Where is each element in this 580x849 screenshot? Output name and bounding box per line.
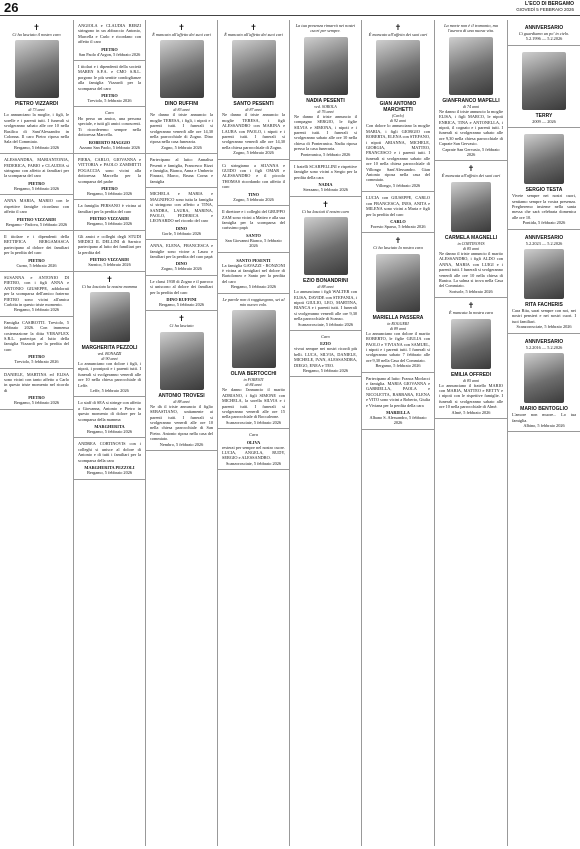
portrait-photo [451,319,491,369]
column-5 [289,20,361,846]
deceased-name: GIAN ANTONIO MARCHETTI [379,101,417,114]
condolence-signature: Bergamo, 5 febbraio 2026 [13,400,60,406]
condolence [74,107,145,153]
portrait-photo [90,292,130,342]
deceased-age: di 74 anni [462,103,480,109]
anniversary-date-start: 2009 [532,118,541,124]
masthead [0,0,580,16]
notice [0,20,73,154]
condolence-name: PIETRO [28,257,45,263]
column-4 [217,20,289,846]
notice-text: Lo annunciano la moglie, i figli, le sorelle e i parenti tutti. I funerali si svolgeranno sabato alle ore 10 nella Basilica di Sant'Alessandro in Colonna. Il caro Pietro riposa nella Sala del Commiato. [4,112,69,145]
notice [218,20,289,160]
column-1 [0,20,73,846]
condolence [218,160,289,206]
condolence [146,276,217,312]
notice-text: Ne danno il triste annuncio la moglie TERESA, i figli, i nipoti e i parenti tutti. I funerali si svolgeranno venerdì alle ore 14,30 nella parrocchiale di Zogno. Dino riposa nella casa funeraria. [150,112,213,145]
portrait-photo [522,52,566,110]
condolence-name: PIETRO VIZZARDI [90,257,129,263]
notice [362,233,434,372]
anniversary-date-start: 5.2.2023 [525,240,541,246]
notice-intro: Ci ha lasciati il nostro caro [301,208,350,214]
condolence-text: I titolari e i dipendenti della società MAREN S.P.A. e CMO S.R.L. porgono le più sentite condoglianze alla famiglia Vizzardi per la scomparsa del caro [78,64,141,91]
condolence-text: Il direttore e i colleghi del GRUPPO ZAM sono vicini a Matteo e alla sua famiglia per la scomparsa del carissimo papà [222,209,285,231]
notice-text: Lo annunciano con dolore il marito ROBERTO, le figlie GIULIA con PAOLO e VIVIANA con SAMUEL, i nipoti e i parenti tutti. I funerali si svolgeranno sabato 7 febbraio alle ore 9,30 nella Casa del Commiato. [366,330,430,363]
notice-intro: Ci ha lasciato [169,323,194,329]
condolence-name: DINO RUFFINI [166,296,197,302]
anniversary-heading: ANNIVERSARIO [524,234,564,241]
condolence [218,206,289,252]
notice-text: Ne danno il triste annuncio il compagno SERGIO, le figlie SILVIA e SIMONA, i nipoti e i parenti tutti. I funerali si svolgeranno sabato alle ore 10 nella chiesa di Ponteranica. Nadia riposa presso la casa funeraria. [294,113,357,152]
condolence-name: SANTO [246,232,261,238]
notice [362,20,434,192]
condolence-intro: Cara [249,432,258,438]
condolence-text: Partecipano al lutto: Franca Morlacci e famiglia. MARIA GIOVANNA e GABRIELLA, PAOLA e NICOLETTA, BARBARA, ELENA e VITO sono vicini a Roberto, Giulia e Viviana per la perdita della cara [366,375,430,408]
notice-intro: È mancato all'affetto dei suoi cari [224,32,283,37]
column-3 [145,20,217,846]
notice-signature: Bergamo, 5 febbraio 2026 [375,363,421,369]
anniversary-text: Cara Rita, sarai sempre con noi, nei nostri pensieri e nei nostri cuori. I tuoi familiari. [512,308,576,324]
notice-text: Lo annunciano i figli WALTER con ELISA, DAVIDE con STEFANIA, i nipoti GIULIO, LEO, MARTINA, BIANCA e i parenti tutti. I funerali si svolgeranno venerdì alle ore 9,30 nella parrocchiale di Scanzo. [294,289,357,322]
condolence-signature: Foresto Sparso, 5 febbraio 2026 [370,223,426,229]
deceased-name: CARMELA MAGNELLI [444,234,498,241]
deceased-name: NADIA PESENTI [306,97,345,104]
condolence-text: Lo staff di SEA si stringe con affetto a Giovanna, Antonio e Pietro in questo momento di dolore per la scomparsa della mamma [78,400,141,422]
column-8 [507,20,580,846]
notice [290,20,361,161]
deceased-name: SANTO PESENTI [233,101,274,108]
anniversary [508,20,580,46]
notice-text: Ne danno il triste annuncio il marito ALESSANDRO, i figli ALDO con ANNA, MARIA con LUIGI e i parenti tutti. I funerali si svolgeranno venerdì alle ore 10 nella chiesa di Ranica. La salma si trova nella Casa del Commiato. [439,250,503,289]
condolence-text: Gli amici e colleghi degli STUDI MEDICI IL DELLINI di Sarnico partecipano al lutto dei familiari per la perdita del [78,233,141,255]
anniversary-date-start: 5.2.1996 [525,36,541,42]
condolence [218,253,289,294]
condolence-text: LUCIA con GIUSEPPE, CARLO con FRANCESCA, INES, ANITA e MILENA sono vicini a Maria e figli per la perdita del caro [366,195,430,217]
page-number: 26 [4,0,19,15]
notice [435,298,507,419]
deceased-age: di 88 anni [173,398,190,404]
condolence-name: EZIO [320,341,331,347]
deceased-name: MARGHERITA PEZZOLI [81,345,138,351]
notice-text: Lo annunciano il fratello MARIO con MARIA, MATTEO e BETTY e i nipoti con le rispettive famiglie. I funerali si svolgeranno sabato alle ore 10 nella parrocchiale di Almè. [439,382,503,410]
notice [435,20,507,161]
cross-icon: ✝ [322,199,329,209]
notice [74,272,145,398]
anniversary-dates: 5.2.2016 — 5.2.2026 [525,344,563,350]
anniversary [508,128,580,229]
anniversary-dates: 5.2.2023 — 5.2.2026 [525,240,563,246]
condolence [0,272,73,317]
condolence-name: PIETRO VIZZARDI [90,216,129,222]
condolence-text: resterai per sempre nel nostro cuore. LUCIA, ANGELA, RUDY, SERGIO e ALESSANDRO. [222,444,285,461]
notice-signature: Scanzorosciate, 5 febbraio 2026 [225,419,282,425]
condolence-text: Famiglia CASIROTTI. Treviolo, 5 febbraio 2026. Con immensa costernazione la ditta VERAFLEX S.R.L. partecipa al lutto della famiglia Vizzardi per la perdita del caro [4,319,69,352]
condolence [290,161,361,197]
notice-text: Ne danno il triste annuncio la moglie ELISA, i figli MARCO, le nipoti ENRICA, TINA e ANTONELLA, i nipoti, il cognato e i parenti tutti. I funerali si svolgeranno sabato alle ore 9,30 nella chiesa parrocchiale di Caprate San Gervasio. [439,108,503,147]
condolence-signature: Bergamo, 5 febbraio 2026 [86,429,133,435]
notice-signature: Villongo, 5 febbraio 2026 [375,182,421,188]
condolence-signature: Zogno, 5 febbraio 2026 [233,196,274,202]
notice-signature: Nembro, 5 febbraio 2026 [159,441,204,447]
deceased-name: ANTONIO TROVESI [158,392,205,399]
anniversary-quote: Ci guardiamo un po' in cielo. [518,31,570,36]
deceased-age: di 83 anni [173,107,190,113]
notice-intro: Ci ha lasciato il nostro caro [12,32,61,37]
condolence [74,231,145,272]
condolence [0,231,73,272]
anniversary-text: Vivete sempre nei nostri cuori, sentiamo sempre la vostra presenza. Pregheremo insieme nella santa messa che sarà celebrata domenica alle ore 10. [512,193,576,220]
anniversary-date-end: 2026 [547,118,556,124]
cross-icon: ✝ [394,236,402,246]
newspaper-name: L'ECO DI BERGAMO [525,1,574,7]
deceased-age: di 85 anni [462,245,480,251]
anniversary-date-end: 5.2.2026 [547,344,563,350]
condolence-text: Il titolare e i dipendenti della RETTIFICA BERGAMASCA partecipano al dolore dei familiari per la perdita del caro [4,233,69,256]
condolence-text: Ci stringiamo a SILVANA e GUIDO con i figli OMAR e ALESSANDRO e il piccolo THOMAS ricordando con affetto il caro [222,162,285,190]
cross-icon: ✝ [178,23,185,32]
anniversary [508,46,580,128]
condolence-signature: Bergamo, 5 febbraio 2026 [302,367,349,373]
notice-signature: Caprate San Gervasio, 5 febbraio 2026 [442,146,500,158]
anniversary-dates: 5.2.1996 — 5.2.2026 [525,36,563,42]
deceased-maiden-name: in ROGGERI [387,320,409,326]
column-2 [73,20,145,846]
portrait-photo [524,134,564,184]
deceased-name: TERRY [535,112,553,119]
notice-signature: Bergamo, 5 febbraio 2026 [13,144,60,150]
condolence-signature: Bergamo, 5 febbraio 2026 [158,301,205,307]
anniversary-heading: ANNIVERSARIO [524,25,564,31]
anniversary-text: L'amore non muore... Lo tua famiglia. [512,412,576,423]
portrait-photo [15,40,59,98]
condolence-intro: Caro [105,110,114,116]
deceased-name: OLIVA BERTOCCHI [230,371,277,378]
notice-text: Lo annunciano con dolore i figli, i nipoti, i pronipoti e i parenti tutti. I funerali si svolgeranno venerdì alle ore 10 nella chiesa parrocchiale di Leffe. [78,361,141,388]
deceased-name: MARIO BENTOGLIO [520,406,568,413]
portrait-photo [524,249,564,299]
condolence-text: ANGIOLA e CLAUDIA BERZI stringono in un abbraccio Antonio, Marcella e Carlo e ricordano con affetto il caro [78,23,141,45]
condolence-signature: Azzano San Paolo, 5 febbraio 2026 [79,144,140,150]
condolence-signature: Bergamo, 5 febbraio 2026 [13,307,60,313]
portrait-photo [451,182,491,232]
condolence-signature: Bergamo - Padova, 5 febbraio 2026 [5,221,68,227]
notice-text: Ne danno il triste annuncio la moglie TERESA, i figli ALESSANDRO con MARINA e LAURA con PAOLO, i nipoti e i parenti tutti. I funerali si svolgeranno venerdì alle ore 14,30 nella chiesa parrocchiale di Zogno. [222,112,285,150]
notice-intro: Ci ha lasciato la nostra mamma [81,283,138,289]
condolence [74,154,145,200]
cross-icon: ✝ [250,23,257,32]
condolence [218,429,289,470]
condolence-text: Ho perso un amico, una persona speciale, e tutti gli amici conoscenti. Ti ricorderemo sempre nella dottoressa Marcella. [78,115,141,138]
notice [146,311,217,451]
notice-quote: La morte non è il tramonto, ma l'aurora di una nuova vita. [444,23,498,34]
notice-intro: Ci ha lasciato la nostra cara [373,245,423,251]
notice-signature: Leffe, 5 febbraio 2026 [90,388,129,394]
participants-text: Partecipano al lutto: Annalisa Pesenti e famiglia, Francesco Rizzi e famiglia, Bianca, Anna e Umberto Finazzi, Marco, Bruna Corna e famiglia [150,157,213,184]
portrait-photo [304,217,348,275]
deceased-age: di 84 anni [245,382,262,388]
condolence-text: ANNA, ELENA, FRANCESCA e famiglie sono vicine a Laura e familiari per la perdita del caro papà [150,243,213,259]
deceased-maiden-name: in CORTINOVIS [457,240,485,246]
condolence-name: OLIVA [246,439,261,445]
deceased-name: MARIELLA PASSERA [372,314,424,321]
deceased-age: di 89 anni [389,325,407,331]
notice-signature: Zogno, 5 febbraio 2026 [161,144,202,150]
portrait-photo [449,37,493,95]
condolence-name: ROBERTO MAGGIO [88,139,131,145]
condolence [290,331,361,377]
portrait-photo [160,332,204,390]
condolence-name: MARIELLA [386,410,410,415]
notice [146,20,217,154]
condolence [0,195,73,231]
column-6 [361,20,434,846]
condolence-signature: San Paolo d'Argon, 5 febbraio 2026 [78,51,141,57]
condolence-name: SANTO PESENTI [236,257,271,263]
condolence-text: La famiglia PERSANO è vicina ai familiari per la perdita del caro [78,203,141,214]
deceased-age: di 85 anni [462,377,480,383]
condolence-name: MARGHERITA PEZZOLI [84,465,135,471]
condolence-name: PIETRO [28,395,45,401]
notice-quote: Le parole non ti raggiungono, sei al mio nuovo volo. [222,296,285,307]
deceased-age: di 76 anni [317,108,334,114]
notice-signature: Zogno, 5 febbraio 2026 [233,150,274,156]
condolence-signature: Treviolo, 5 febbraio 2026 [14,359,59,365]
condolence-name: CARLO [390,218,406,224]
cross-icon: ✝ [467,164,475,174]
condolence [0,154,73,195]
condolence [74,397,145,438]
condolence-text: ANDREA CORTINOVIS con i colleghi si unisce al dolore di Antonio e di tutti i familiari per la scomparsa della cara [78,441,141,463]
participants-list [146,154,217,188]
notice-intro: È mancato all'affetto dei suoi cari [368,32,428,37]
notice-intro: È mancata la nostra cara [449,310,493,316]
deceased-maiden-name: in FORESTI [243,377,264,383]
condolence-signature: Bergamo, 5 febbraio 2026 [86,470,133,476]
condolence-signature: San Giovanni Bianco, 5 febbraio 2026 [225,237,282,249]
portrait-photo [232,40,276,98]
notice-signature: Sorisole, 5 febbraio 2026 [449,288,493,294]
notice-text: Ne dà il triste annuncio il figlio SEBASTIANO, unitamente ai parenti tutti. I funerali si svolgeranno venerdì alle ore 10 nella chiesa parrocchiale di San Pietro. Antonio riposa nella casa del commiato. [150,403,213,442]
condolence [362,373,434,430]
notice-intro: È mancato all'affetto dei suoi cari [152,32,211,37]
anniversary-date-start: 5.2.2016 [525,344,541,350]
condolence-name: PIETRO VIZZARDI [17,216,56,222]
cross-icon: ✝ [33,23,40,32]
condolence-signature: Scanzorosciate, 5 febbraio 2026 [225,460,282,466]
condolence-name: PIETRO [101,46,118,52]
anniversary-signature: Albino, 5 febbraio 2026 [523,422,565,428]
condolence-signature: Gorle, 5 febbraio 2026 [161,230,202,236]
condolence-name: PIETRO [28,180,45,186]
cross-icon: ✝ [178,314,185,324]
notice-text: Ne danno l'annuncio il marito ADRIANO, i figli SIMONE con MICHELA, la sorella SILVIA e i parenti tutti. I funerali si svolgeranno venerdì alle ore 15 nella parrocchiale di Boccaleone. [222,387,285,420]
condolence [0,369,73,410]
deceased-age: di 73 anni [28,107,45,113]
condolence-name: NADIA [318,182,333,188]
condolence-name: DINO [175,225,188,231]
anniversary [508,230,580,334]
deceased-name: RITA FACHERIS [525,302,563,309]
condolence-text: La famiglia GAVAZZI - RONZONI è vicina ai famigliari nel dolore di Bartolomeo e Santo per la perdita del caro [222,262,285,284]
condolence-signature: Bergamo, 5 febbraio 2026 [13,185,60,191]
notice [435,161,507,298]
condolence-name: PIETRO [28,354,45,360]
condolence [362,192,434,233]
condolence-name: DINO [175,261,188,267]
condolence [74,20,145,61]
column-7 [434,20,507,846]
condolence-signature: Zogno, 5 febbraio 2026 [161,266,202,272]
condolence-text: MICHELA e MARIA e MAGNIFICO sono tutta la famiglia si stringono con affetto a TINA, SANDRA, LAURA, MARINA, PAOLO, FEDERICA e LEONARDO nel ricordo del caro [150,191,213,224]
notice-signature: Almè, 5 febbraio 2026 [451,409,491,415]
deceased-maiden-name: ved. SOROLA [314,103,337,109]
condolence-text: DANIELE, MARTINA ed ELISA sono vicini con tanto affetto a Carlo in questo triste momento nel ricordo di [4,371,69,393]
condolence-text: PIERA, CARLO, GIOVANNA e VITTORIA e PAOLO ZAMMITTI FOGACCIA sono vicini alla dottoressa Marcella per la scomparsa del padre [78,156,141,184]
condolence-signature: Bergamo, 5 febbraio 2026 [86,221,133,227]
anniversary [508,334,580,433]
condolence-signature: Treviolo, 5 febbraio 2026 [87,98,132,104]
deceased-name: EMILIA OFFREDI [450,371,492,378]
deceased-name: SERGIO TESTA [525,187,563,194]
portrait-photo [376,254,420,312]
anniversary-signature: Scanzorosciate, 5 febbraio 2026 [516,324,572,330]
condolence [146,240,217,276]
anniversary-date-end: 5.2.2026 [547,36,563,42]
condolence [0,317,73,369]
portrait-photo [524,353,564,403]
deceased-age: di 88 anni [317,284,334,290]
notice [218,294,289,430]
notice-intro: È mancata all'affetto dei suoi cari [441,173,501,179]
notice-signature: Scanzorosciate, 5 febbraio 2026 [297,321,354,327]
deceased-age: di 92 anni [389,118,407,124]
condolence-name: PIETRO [101,93,118,99]
condolence-text: SUSANNA e ANTONIO DI PIETRO, con i figli ANNA e ANTONIO GIUSEPPE, addolorati per la scomparsa dell'amico fraterno PIETRO sono vicini all'amica Carlotta in questo triste momento. [4,274,69,307]
condolence [74,61,145,107]
anniversary-dates: 2009 — 2026 [532,118,556,124]
portrait-photo [304,37,348,95]
deceased-name: EZIO BONANDRINI [303,278,348,285]
condolence-text: Le classi 1938 di Zogno e il parroco si uniscono al dolore dei familiari per la perdita del caro [150,278,213,295]
condolence-name: TINO [248,191,259,197]
condolence-signature: Bergamo, 5 febbraio 2026 [230,284,277,290]
condolence [74,438,145,479]
condolence-text: I fratelli SCARPELLINI e rispettive famiglie sono vicini a Sergio per la perdita della cara [294,164,357,180]
condolence [74,200,145,230]
cross-icon: ✝ [394,23,402,32]
deceased-age: di 87 anni [245,107,262,113]
condolence-text: vivrai sempre nei nostri ricordi più belli. LUCA, SILVIA, DANIELE, MICHELE, IVAN, ALESSANDRA, DIEGO, ENEA e TEO. [294,346,357,368]
notice-text: Con dolore lo annunciano la moglie MARIA, i figli GIORGIO con ROBERTA, ELENA con STEFANO, i nipoti ARIANNA, MICHELE, GIORGIA, MATTEO, FRANCESCO e i parenti tutti. I funerali si svolgeranno sabato alle ore 10 nella chiesa parrocchiale di Villongo Sant'Alessandro. Gian Antonio riposa nella casa del commiato. [366,123,430,183]
condolence-signature: Bergamo, 5 febbraio 2026 [86,190,133,196]
issue-date: GIOVEDÌ 5 FEBBRAIO 2026 [516,7,574,12]
portrait-photo [160,40,204,98]
notice-quote: La tua presenza rimarrà nei nostri cuori per sempre. [295,23,356,34]
deceased-age: di 90 anni [101,356,118,361]
portrait-photo [232,310,276,368]
condolence-signature: Sarnico, 5 febbraio 2026 [88,262,131,268]
deceased-nickname: (Carlo) [392,113,404,119]
condolence-name: PIETRO [101,185,118,191]
condolence-signature: Stezzano, 5 febbraio 2026 [303,187,348,193]
notice [290,197,361,331]
condolence-signature: Curno, 5 febbraio 2026 [16,262,57,268]
cross-icon: ✝ [467,301,475,311]
deceased-name: GIANFRANCO MAPELLI [442,97,500,104]
deceased-name: PIETRO VIZZARDI [14,101,59,108]
portrait-photo [376,40,420,98]
deceased-maiden-name: ved. BONAZZI [97,351,122,356]
anniversary-signature: Pontida, 5 febbraio 2026 [522,220,566,226]
notice-signature: Ponteranica, 5 febbraio 2026 [300,151,351,157]
anniversary-date-end: 5.2.2026 [547,240,563,246]
condolence-name: MARGHERITA [94,424,125,430]
condolence-intro: Caro [321,333,330,339]
cross-icon: ✝ [106,274,113,284]
condolence [146,188,217,240]
condolence-text: ALESSANDRA, MARIANTONIA, FEDERICA, FABIO e CLAUDIA si stringono con affetto ai familiari per la scomparsa del caro [4,157,69,179]
deceased-name: DINO RUFFINI [164,101,199,108]
anniversary-heading: ANNIVERSARIO [524,338,564,345]
condolence-signature: Albano S. Alessandro, 5 febbraio 2026 [369,415,427,426]
condolence-text: ANNA MARIA, MARIO con le rispettive famiglie ricordano con affetto il caro [4,198,69,215]
